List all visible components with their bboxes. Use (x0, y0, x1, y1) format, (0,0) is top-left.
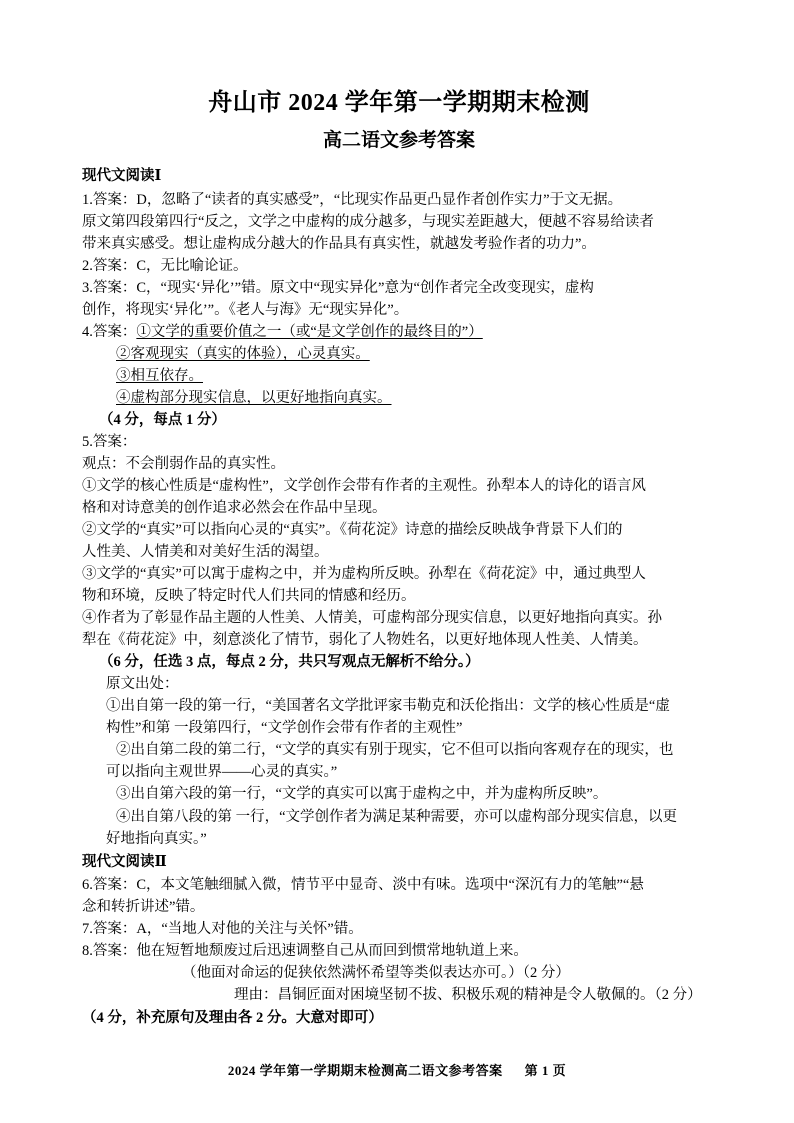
answer-3-line-2: 创作，将现实‘异化’”。《老人与海》无“现实异化”。 (82, 301, 409, 318)
answer-5-point-3-line-2: 物和环境，反映了特定时代人们共同的情感和经历。 (82, 588, 416, 605)
footer-text: 2024 学年第一学期期末检测高二语文参考答案 (227, 1063, 503, 1078)
section-reading-2 (82, 852, 716, 1029)
answer-8-line-3: 理由：昌铜匠面对困境坚韧不拔、积极乐观的精神是令人敬佩的。（2 分） (234, 987, 702, 1004)
answer-4-item-1: ①文学的重要价值之一（或“是文学创作的最终目的”） (136, 323, 483, 340)
answer-5-lead: 5.答案： (82, 433, 137, 450)
answer-5-source-4-line-2: 好地指向真实。” (106, 830, 207, 847)
answer-5-point-2-line-1: ②文学的“真实”可以指向心灵的“真实”。《荷花淀》诗意的描绘反映战争背景下人们的 (82, 522, 623, 539)
answer-7: 7.答案：A，“当地人对他的关注与关怀”错。 (82, 921, 363, 938)
answer-5-source-3: ③出自第六段的第一行，“文学的真实可以寓于虚构之中，并为虚构所反映”。 (116, 786, 608, 803)
answer-4-lead-text: 4.答案： (82, 323, 137, 340)
answer-5-point-4-line-1: ④作者为了彰显作品主题的人性美、人情美，可虚构部分现实信息，以更好地指向真实。孙 (82, 610, 662, 627)
answer-5-point-2-line-2: 人性美、人情美和对美好生活的渴望。 (82, 544, 329, 561)
page-title: 舟山市 2024 学年第一学期期末检测 (208, 90, 590, 116)
answer-5-point-1-line-2: 格和对诗意美的创作追求必然会在作品中呈现。 (82, 500, 387, 517)
section-heading-1: 现代文阅读Ⅰ (82, 167, 162, 184)
answer-5-source-4-line-1: ④出自第八段的第 一行，“文学创作者为满足某种需要，亦可以虚构部分现实信息，以更 (116, 808, 678, 825)
answer-8-line-1: 8.答案：他在短暂地颓废过后迅速调整自己从而回到惯常地轨道上来。 (82, 943, 528, 960)
answer-1-line-3: 带来真实感受。想让虚构成分越大的作品具有真实性，就越发考验作者的功力”。 (82, 235, 596, 252)
answer-5-point-3-line-1: ③文学的“真实”可以寓于虚构之中，并为虚构所反映。孙犁在《荷花淀》中，通过典型人 (82, 566, 646, 583)
answer-5-point-4-line-2: 犁在《荷花淀》中，刻意淡化了情节，弱化了人物姓名，以更好地体现人性美、人情美。 (82, 632, 648, 649)
answer-1-line-2: 原文第四段第四行“反之，文学之中虚构的成分越多，与现实差距越大，便越不容易给读者 (82, 213, 654, 230)
answer-3-line-1: 3.答案：C，“现实‘异化’”错。原文中“现实异化”意为“创作者完全改变现实，虚构 (82, 279, 594, 296)
answer-4-item-3: ③相互依存。 (116, 367, 203, 384)
answer-4-item-2-row (82, 343, 716, 365)
answer-8-score: （4 分，补充原句及理由各 2 分。大意对即可） (82, 1009, 383, 1026)
answer-6-line-2: 念和转折讲述”错。 (82, 899, 205, 916)
answer-5-source-1-line-2: 构性”和第 一段第四行，“文学创作会带有作者的主观性” (106, 720, 463, 737)
answer-5-source-1-line-1: ①出自第一段的第一行，“美国著名文学批评家韦勒克和沃伦指出：文学的核心性质是“虚 (106, 698, 670, 715)
section-reading-1 (82, 166, 716, 850)
answer-4-item-4: ④虚构部分现实信息，以更好地指向真实。 (116, 389, 392, 406)
answer-4-item-4-row (82, 387, 716, 409)
answer-5-point-1-line-1: ①文学的核心性质是“虚构性”，文学创作会带有作者的主观性。孙犁本人的诗化的语言风 (82, 478, 646, 495)
answer-6-line-1: 6.答案：C，本文笔触细腻入微，情节平中显奇、淡中有味。选项中“深沉有力的笔触”“悬 (82, 877, 644, 894)
answer-5-source-2-line-2: 可以指向主观世界——心灵的真实。” (106, 764, 338, 781)
answer-4-item-3-row (82, 365, 716, 387)
answer-5-score: （6 分，任选 3 点，每点 2 分，共只写观点无解析不给分。） (99, 654, 480, 671)
answer-5-viewpoint: 观点：不会削弱作品的真实性。 (82, 456, 285, 472)
section-heading-2: 现代文阅读Ⅱ (82, 853, 167, 870)
answer-4-item-2: ②客观现实（真实的体验），心灵真实。 (116, 345, 370, 362)
answer-2: 2.答案：C，无比喻论证。 (82, 257, 248, 274)
footer-page-number: 第 1 页 (524, 1063, 567, 1078)
answer-1-line-1: 1.答案：D，忽略了“读者的真实感受”，“比现实作品更凸显作者创作实力”于文无据。 (82, 191, 623, 208)
page-subtitle: 高二语文参考答案 (322, 130, 475, 152)
answer-4-score: （4 分，每点 1 分） (99, 411, 226, 428)
answer-5-source-2-line-1: ②出自第二段的第二行，“文学的真实有别于现实，它不但可以指向客观存在的现实，也 (116, 742, 674, 759)
answer-4-lead (82, 321, 716, 343)
answer-5-source-lead: 原文出处： (106, 676, 179, 693)
page-footer (0, 1060, 794, 1079)
answer-8-line-2: （他面对命运的促狭依然满怀希望等类似表达亦可。）（2 分） (182, 965, 570, 982)
